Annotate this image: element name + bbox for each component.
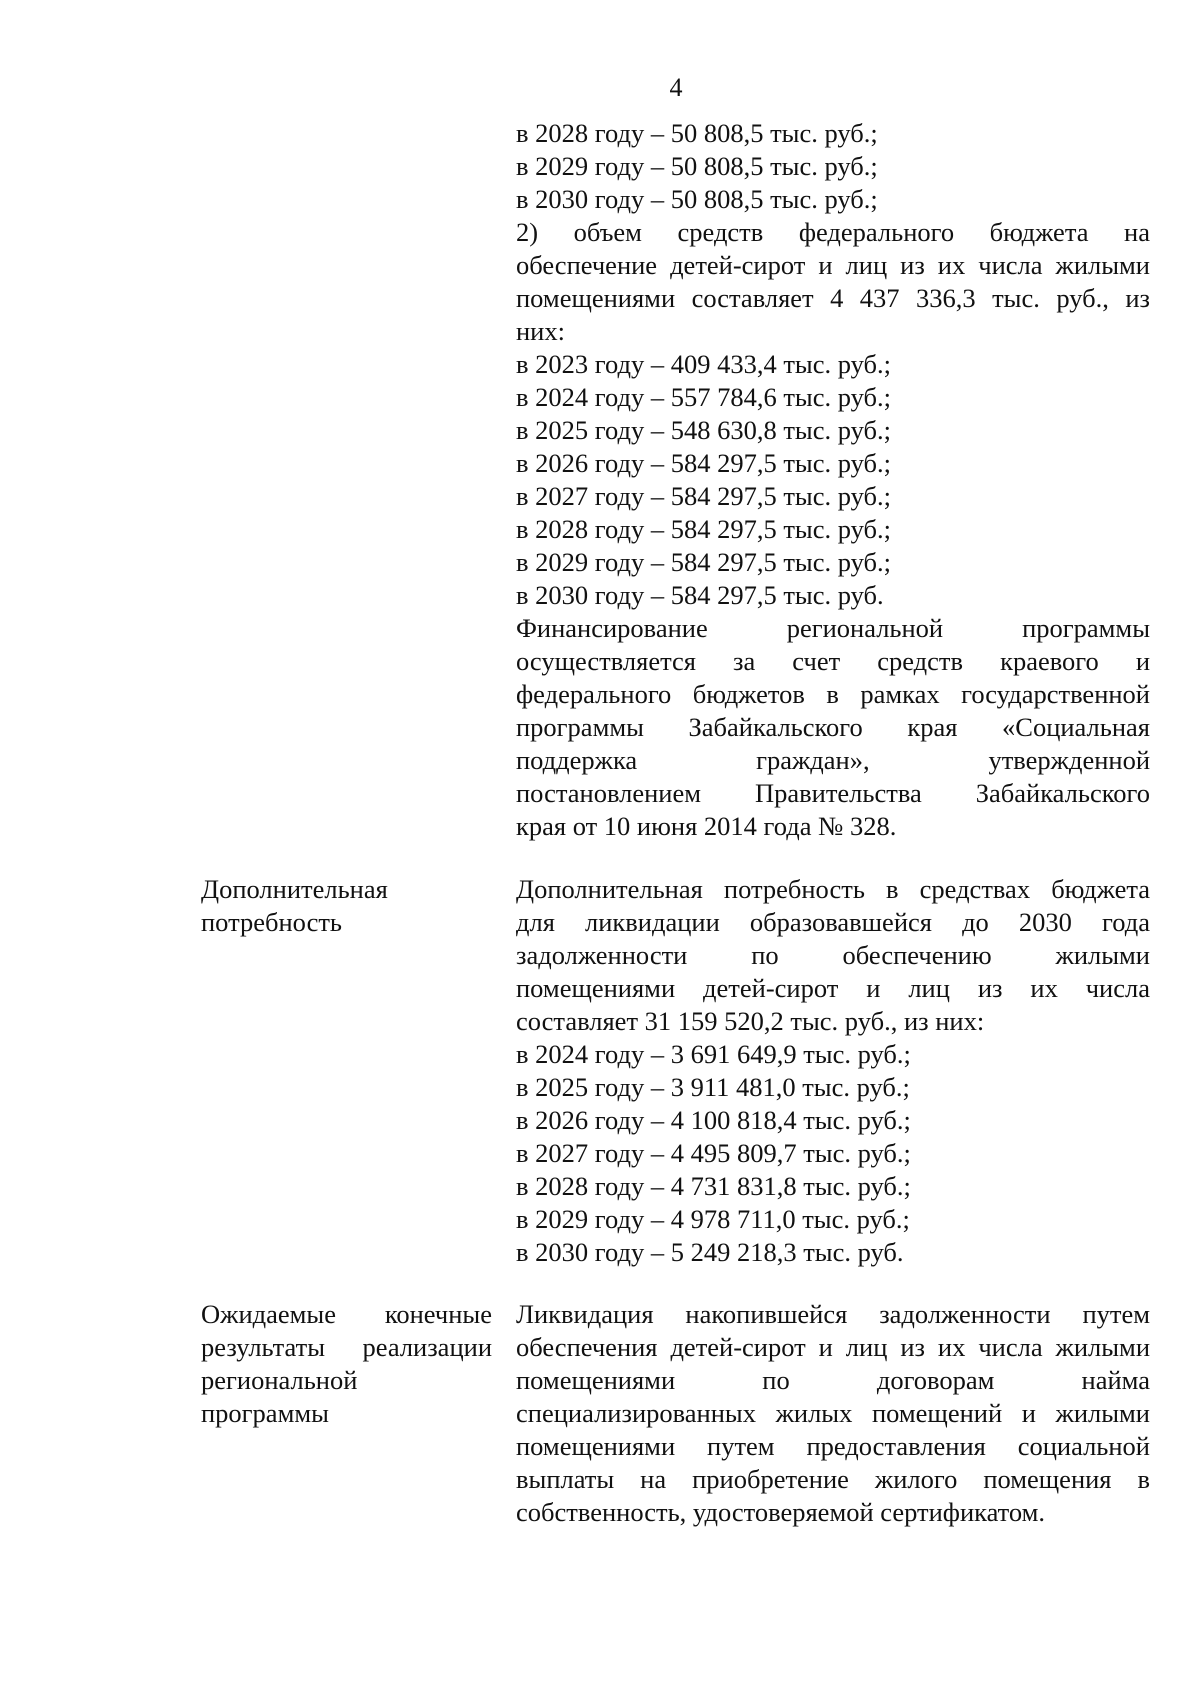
row-label-line: Ожидаемые конечные bbox=[201, 1299, 492, 1329]
text-line: поддержка граждан», утвержденной bbox=[516, 745, 1150, 775]
text-line: программы Забайкальского края «Социальная bbox=[516, 712, 1150, 742]
row-label-line: Дополнительная bbox=[201, 874, 388, 904]
text-line: в 2028 году – 50 808,5 тыс. руб.; bbox=[516, 118, 878, 148]
text-line: помещениями по договорам найма bbox=[516, 1365, 1150, 1395]
page-number: 4 bbox=[669, 73, 683, 102]
row-label-line: региональной bbox=[201, 1365, 358, 1395]
text-line: в 2028 году – 4 731 831,8 тыс. руб.; bbox=[516, 1171, 911, 1201]
text-line: в 2030 году – 50 808,5 тыс. руб.; bbox=[516, 184, 878, 214]
text-line: в 2026 году – 584 297,5 тыс. руб.; bbox=[516, 448, 891, 478]
text-line: обеспечения детей-сирот и лиц из их числа жилыми bbox=[516, 1332, 1150, 1362]
text-line: в 2027 году – 584 297,5 тыс. руб.; bbox=[516, 481, 891, 511]
text-line: осуществляется за счет средств краевого и bbox=[516, 646, 1150, 676]
text-line: в 2030 году – 5 249 218,3 тыс. руб. bbox=[516, 1237, 904, 1267]
text-line: в 2023 году – 409 433,4 тыс. руб.; bbox=[516, 349, 891, 379]
text-line: специализированных жилых помещений и жилыми bbox=[516, 1398, 1150, 1428]
text-line: в 2030 году – 584 297,5 тыс. руб. bbox=[516, 580, 884, 610]
text-line: составляет 31 159 520,2 тыс. руб., из них: bbox=[516, 1006, 985, 1036]
text-line: в 2029 году – 584 297,5 тыс. руб.; bbox=[516, 547, 891, 577]
text-line: в 2025 году – 3 911 481,0 тыс. руб.; bbox=[516, 1072, 910, 1102]
text-line: в 2029 году – 4 978 711,0 тыс. руб.; bbox=[516, 1204, 910, 1234]
text-line: в 2025 году – 548 630,8 тыс. руб.; bbox=[516, 415, 891, 445]
text-line: в 2029 году – 50 808,5 тыс. руб.; bbox=[516, 151, 878, 181]
text-line: Ликвидация накопившейся задолженности путем bbox=[516, 1299, 1150, 1329]
text-line: края от 10 июня 2014 года № 328. bbox=[516, 811, 897, 841]
row-label-line: потребность bbox=[201, 907, 343, 937]
text-line: обеспечение детей-сирот и лиц из их числа жилыми bbox=[516, 250, 1150, 280]
text-line: них: bbox=[516, 316, 565, 346]
text-line: постановлением Правительства Забайкальского bbox=[516, 778, 1150, 808]
text-line: 2) объем средств федерального бюджета на bbox=[516, 217, 1150, 247]
text-line: Дополнительная потребность в средствах бюджета bbox=[516, 874, 1150, 904]
row-label-line: программы bbox=[201, 1398, 329, 1428]
text-line: помещениями путем предоставления социальной bbox=[516, 1431, 1150, 1461]
text-line: федерального бюджетов в рамках государственной bbox=[516, 679, 1150, 709]
text-line: выплаты на приобретение жилого помещения в bbox=[516, 1464, 1150, 1494]
text-line: задолженности по обеспечению жилыми bbox=[516, 940, 1150, 970]
text-line: в 2024 году – 557 784,6 тыс. руб.; bbox=[516, 382, 891, 412]
text-line: для ликвидации образовавшейся до 2030 года bbox=[516, 907, 1150, 937]
row-label-line: результаты реализации bbox=[201, 1332, 492, 1362]
text-line: в 2027 году – 4 495 809,7 тыс. руб.; bbox=[516, 1138, 911, 1168]
text-line: собственность, удостоверяемой сертификатом. bbox=[516, 1497, 1046, 1527]
text-line: в 2024 году – 3 691 649,9 тыс. руб.; bbox=[516, 1039, 911, 1069]
text-line: Финансирование региональной программы bbox=[516, 613, 1150, 643]
text-line: помещениями детей-сирот и лиц из их числа bbox=[516, 973, 1150, 1003]
text-line: в 2026 году – 4 100 818,4 тыс. руб.; bbox=[516, 1105, 911, 1135]
text-line: в 2028 году – 584 297,5 тыс. руб.; bbox=[516, 514, 891, 544]
text-line: помещениями составляет 4 437 336,3 тыс. руб., из bbox=[516, 283, 1150, 313]
